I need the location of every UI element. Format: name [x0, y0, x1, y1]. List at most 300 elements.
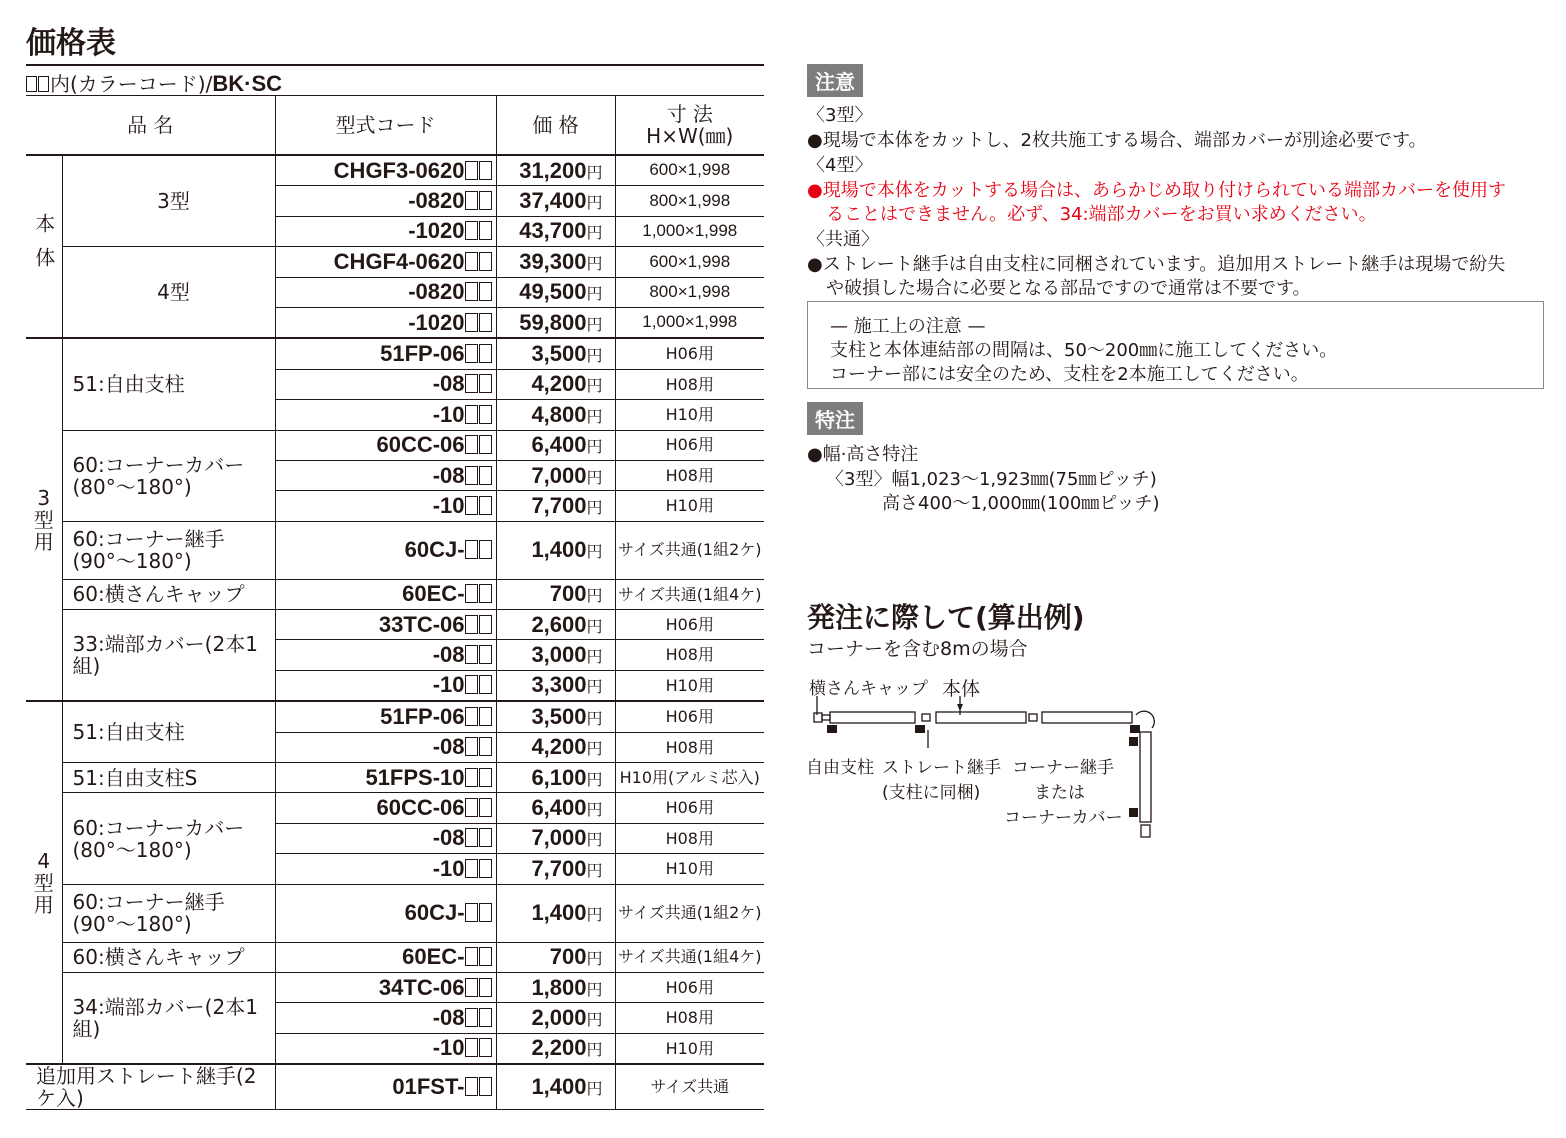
model-code — [275, 247, 496, 277]
price — [496, 216, 615, 246]
price-value: 31,200 — [519, 157, 587, 183]
table-row — [26, 521, 764, 579]
placeholder-box-icon — [26, 76, 37, 92]
label-straight: ストレート継手 — [882, 758, 1001, 778]
size: H06用 — [615, 793, 764, 823]
size: 800×1,998 — [615, 186, 764, 216]
price — [496, 338, 615, 369]
price-value: 3,500 — [531, 703, 587, 729]
post-icon — [827, 725, 837, 733]
price-value: 1,400 — [531, 1074, 587, 1100]
size: 1,000×1,998 — [615, 216, 764, 246]
color-code-box-icon — [465, 313, 478, 332]
label-straight-note: (支柱に同梱) — [882, 783, 981, 803]
model-code-text: 60EC- — [402, 944, 465, 970]
end-cap — [1141, 825, 1150, 837]
model-code-text: -0820 — [408, 279, 465, 305]
common-text-cont: や破損した場合に必要となる部品ですので通常は不要です。 — [826, 278, 1311, 299]
price-value: 6,100 — [531, 764, 587, 790]
product-name: 60:コーナーカバー(80°〜180°) — [62, 430, 275, 521]
group-label-char: 型 — [33, 870, 54, 895]
price — [496, 793, 615, 823]
color-code-box-icon — [465, 903, 478, 922]
size: H10用 — [615, 491, 764, 521]
yen-unit: 円 — [586, 1040, 603, 1060]
color-code-box-icon — [465, 1038, 478, 1057]
model-code-text: -10 — [432, 401, 465, 427]
special-title: ●幅·高さ特注 — [807, 444, 919, 465]
yen-unit: 円 — [586, 497, 603, 517]
notice-line: 支柱と本体連結部の間隔は、50〜200㎜に施工してください。 — [830, 340, 1338, 361]
color-code-box-icon — [465, 768, 478, 787]
price — [496, 579, 615, 609]
color-code-box-icon — [479, 313, 492, 332]
color-code-box-icon — [465, 737, 478, 756]
price — [496, 400, 615, 430]
product-name: 3型 — [62, 155, 275, 247]
notice-line: コーナー部には安全のため、支柱を2本施工してください。 — [830, 364, 1309, 385]
price — [496, 430, 615, 460]
model-code — [275, 186, 496, 216]
price-value: 3,500 — [531, 340, 587, 366]
size: H10用 — [615, 670, 764, 701]
price — [496, 155, 615, 186]
price-value: 1,400 — [531, 537, 587, 563]
model-code — [275, 307, 496, 338]
color-code-box-icon — [465, 947, 478, 966]
group-label — [26, 701, 62, 1064]
group-label-char: 型 — [33, 507, 54, 532]
price-value: 49,500 — [519, 279, 587, 305]
price — [496, 460, 615, 490]
price-table — [26, 95, 764, 1110]
size: H08用 — [615, 823, 764, 853]
product-name: 60:コーナーカバー(80°〜180°) — [62, 793, 275, 884]
model-code — [275, 640, 496, 670]
size: H06用 — [615, 701, 764, 732]
color-code-box-icon — [465, 540, 478, 559]
group-label-char: 4 — [37, 848, 51, 873]
label-cap: 横さんキャップ — [809, 679, 928, 699]
color-code-box-icon — [479, 435, 492, 454]
price — [496, 701, 615, 732]
construction-notice-box — [807, 301, 1544, 389]
color-code-box-icon — [479, 645, 492, 664]
size: 600×1,998 — [615, 155, 764, 186]
color-code-box-icon — [465, 435, 478, 454]
header-code: 型式コード — [275, 96, 496, 156]
yen-unit: 円 — [586, 586, 603, 606]
price — [496, 823, 615, 853]
caution-tag: 注意 — [807, 64, 863, 97]
model-code-text: -08 — [432, 734, 465, 760]
model-code — [275, 610, 496, 640]
price — [496, 732, 615, 762]
color-code-box-icon — [479, 466, 492, 485]
model-code-text: -10 — [432, 855, 465, 881]
size: サイズ共通(1組4ケ) — [615, 579, 764, 609]
model-code — [275, 972, 496, 1002]
model-code-text: -10 — [432, 492, 465, 518]
model-code — [275, 338, 496, 369]
model-code — [275, 942, 496, 972]
model-code-text: 01FST- — [392, 1074, 465, 1100]
yen-unit: 円 — [586, 467, 603, 487]
color-code-box-icon — [479, 405, 492, 424]
yen-unit: 円 — [586, 905, 603, 924]
model-code — [275, 884, 496, 942]
label-corner: コーナー継手 — [1012, 758, 1114, 778]
type3-label: 〈3型〉 — [807, 105, 873, 126]
color-code-box-icon — [465, 798, 478, 817]
table-row — [26, 763, 764, 793]
yen-unit: 円 — [586, 949, 603, 969]
price-value: 7,000 — [531, 825, 587, 851]
label-or: または — [1034, 783, 1085, 803]
product-name: 60:横さんキャップ — [62, 942, 275, 972]
size: H06用 — [615, 430, 764, 460]
label-body: 本体 — [942, 678, 981, 700]
product-name: 34:端部カバー(2本1組) — [62, 972, 275, 1064]
model-code — [275, 670, 496, 701]
color-code-box-icon — [479, 798, 492, 817]
label-corner-cover: コーナーカバー — [1004, 808, 1123, 828]
color-code-box-icon — [479, 615, 492, 634]
arrow-head — [957, 704, 963, 711]
product-name: 60:コーナー継手(90°〜180°) — [62, 521, 275, 579]
body-panel — [1042, 712, 1132, 723]
color-code-box-icon — [465, 615, 478, 634]
model-code — [275, 369, 496, 399]
color-code-box-icon — [479, 221, 492, 240]
yen-unit: 円 — [586, 979, 603, 999]
placeholder-box-icon — [38, 76, 49, 92]
yen-unit: 円 — [586, 616, 603, 636]
size: H10用 — [615, 400, 764, 430]
end-cap — [814, 713, 822, 722]
yen-unit: 円 — [586, 314, 603, 334]
table-row — [26, 972, 764, 1002]
color-code-box-icon — [465, 828, 478, 847]
price-value: 2,600 — [531, 611, 587, 637]
price-value: 7,700 — [531, 492, 587, 518]
model-code-text: -10 — [432, 1035, 465, 1061]
order-example-title: 発注に際して(算出例) — [807, 601, 1085, 634]
price-value: 39,300 — [519, 248, 587, 274]
header-price: 価 格 — [496, 96, 615, 156]
table-header — [26, 96, 764, 156]
yen-unit: 円 — [586, 162, 603, 182]
model-code — [275, 793, 496, 823]
price — [496, 670, 615, 701]
price — [496, 640, 615, 670]
price — [496, 1003, 615, 1033]
price-value: 59,800 — [519, 309, 587, 335]
price-value: 3,000 — [531, 642, 587, 668]
size: サイズ共通(1組2ケ) — [615, 884, 764, 942]
yen-unit: 円 — [586, 345, 603, 365]
common-label: 〈共通〉 — [807, 229, 879, 250]
group-label-char: 用 — [33, 892, 54, 917]
color-code-box-icon — [465, 1008, 478, 1027]
color-code-box-icon — [465, 344, 478, 363]
body-panel — [830, 712, 915, 723]
model-code-text: -08 — [432, 371, 465, 397]
body-panel-corner — [1140, 732, 1151, 822]
order-example-subtitle: コーナーを含む8mの場合 — [807, 638, 1028, 660]
color-code-box-icon — [479, 828, 492, 847]
post-icon — [915, 725, 925, 733]
group-label-char: 3 — [37, 485, 51, 510]
price-value: 6,400 — [531, 795, 587, 821]
straight-joint — [922, 714, 930, 721]
color-code-box-icon — [479, 374, 492, 393]
yen-unit: 円 — [586, 376, 603, 396]
price-value: 700 — [549, 944, 587, 970]
price — [496, 521, 615, 579]
color-code-box-icon — [479, 903, 492, 922]
color-code-box-icon — [465, 221, 478, 240]
price — [496, 854, 615, 884]
yen-unit: 円 — [586, 860, 603, 880]
price — [496, 491, 615, 521]
table-row — [26, 1064, 764, 1110]
product-name: 51:自由支柱 — [62, 701, 275, 762]
common-text: ●ストレート継手は自由支柱に同梱されています。追加用ストレート継手は現場で紛失 — [807, 254, 1506, 275]
model-code — [275, 854, 496, 884]
yen-unit: 円 — [586, 406, 603, 426]
table-row — [26, 610, 764, 640]
model-code-text: 60EC- — [402, 581, 465, 607]
color-code-box-icon — [479, 496, 492, 515]
post-icon — [1129, 808, 1138, 817]
model-code-text: CHGF3-0620 — [333, 157, 465, 183]
header-size-unit: H×W(㎜) — [646, 124, 734, 148]
product-name: 追加用ストレート継手(2ケ入) — [26, 1064, 275, 1110]
color-code-box-icon — [479, 282, 492, 301]
model-code-text: 51FPS-10 — [365, 764, 465, 790]
color-code-box-icon — [465, 252, 478, 271]
color-code-box-icon — [479, 252, 492, 271]
price — [496, 369, 615, 399]
type3-text: ●現場で本体をカットし、2枚共施工する場合、端部カバーが別途必要です。 — [807, 130, 1427, 151]
color-code-box-icon — [465, 978, 478, 997]
model-code-text: 34TC-06 — [378, 974, 465, 1000]
post-icon — [1129, 737, 1138, 746]
size: H08用 — [615, 460, 764, 490]
price — [496, 972, 615, 1002]
color-code-box-icon — [465, 1077, 478, 1096]
model-code-text: -10 — [432, 672, 465, 698]
model-code-text: -08 — [432, 1004, 465, 1030]
color-code-box-icon — [479, 675, 492, 694]
model-code — [275, 521, 496, 579]
model-code-text: 60CJ- — [404, 900, 465, 925]
size: 600×1,998 — [615, 247, 764, 277]
color-code-box-icon — [465, 859, 478, 878]
color-code-box-icon — [479, 161, 492, 180]
header-size — [615, 96, 764, 156]
color-code-box-icon — [465, 191, 478, 210]
color-code-box-icon — [479, 947, 492, 966]
model-code — [275, 216, 496, 246]
special-order-tag: 特注 — [807, 402, 863, 435]
title-rule — [26, 64, 764, 66]
notice-title: — 施工上の注意 — — [830, 316, 986, 337]
yen-unit: 円 — [586, 542, 603, 562]
table-row — [26, 338, 764, 369]
table-row — [26, 884, 764, 942]
price-value: 7,700 — [531, 855, 587, 881]
price — [496, 610, 615, 640]
color-code-box-icon — [479, 707, 492, 726]
model-code — [275, 1064, 496, 1110]
price-value: 700 — [549, 581, 587, 607]
straight-joint — [1029, 714, 1037, 721]
end-cap — [822, 715, 830, 720]
price-value: 6,400 — [531, 432, 587, 458]
model-code — [275, 823, 496, 853]
model-code-text: -08 — [432, 825, 465, 851]
size: H08用 — [615, 369, 764, 399]
color-code-box-icon — [479, 859, 492, 878]
color-code-box-icon — [479, 344, 492, 363]
model-code-text: 33TC-06 — [378, 611, 465, 637]
color-code-box-icon — [479, 540, 492, 559]
size: H10用 — [615, 854, 764, 884]
yen-unit: 円 — [586, 830, 603, 850]
model-code — [275, 1033, 496, 1064]
model-code — [275, 732, 496, 762]
yen-unit: 円 — [586, 253, 603, 273]
color-code-box-icon — [479, 191, 492, 210]
model-code-text: 51FP-06 — [380, 340, 465, 366]
product-name: 60:横さんキャップ — [62, 579, 275, 609]
product-name: 60:コーナー継手(90°〜180°) — [62, 884, 275, 942]
model-code — [275, 579, 496, 609]
price — [496, 884, 615, 942]
price-value: 2,200 — [531, 1035, 587, 1061]
product-name: 51:自由支柱S — [62, 763, 275, 793]
type4-text: ●現場で本体をカットする場合は、あらかじめ取り付けられている端部カバーを使用す — [807, 180, 1506, 201]
group-label: 本体 — [26, 155, 62, 338]
yen-unit: 円 — [586, 708, 603, 728]
price-value: 1,400 — [531, 900, 587, 925]
model-code-text: 51FP-06 — [380, 703, 465, 729]
product-name: 4型 — [62, 247, 275, 339]
size: H08用 — [615, 640, 764, 670]
price-value: 4,200 — [531, 371, 587, 397]
size: H06用 — [615, 338, 764, 369]
yen-unit: 円 — [586, 437, 603, 457]
color-code-box-icon — [465, 161, 478, 180]
color-code-box-icon — [465, 374, 478, 393]
price — [496, 942, 615, 972]
yen-unit: 円 — [586, 192, 603, 212]
table-row — [26, 579, 764, 609]
model-code-text: -1020 — [408, 218, 465, 244]
color-code-box-icon — [465, 645, 478, 664]
header-size-label: 寸 法 — [666, 102, 713, 126]
price — [496, 1064, 615, 1110]
group-label — [26, 338, 62, 701]
special-line: 高さ400〜1,000㎜(100㎜ピッチ) — [882, 493, 1160, 514]
color-code-box-icon — [465, 584, 478, 603]
color-code-box-icon — [465, 282, 478, 301]
price-value: 43,700 — [519, 218, 587, 244]
color-code-box-icon — [465, 675, 478, 694]
size: サイズ共通(1組4ケ) — [615, 942, 764, 972]
label-post: 自由支柱 — [806, 758, 874, 778]
color-code-box-icon — [479, 737, 492, 756]
yen-unit: 円 — [586, 223, 603, 243]
size: H06用 — [615, 610, 764, 640]
table-row — [26, 793, 764, 823]
size: H08用 — [615, 732, 764, 762]
yen-unit: 円 — [586, 647, 603, 667]
price-value: 2,000 — [531, 1004, 587, 1030]
price — [496, 247, 615, 277]
price — [496, 1033, 615, 1064]
body-panel — [936, 712, 1026, 723]
color-code-box-icon — [479, 768, 492, 787]
model-code — [275, 460, 496, 490]
model-code-text: -0820 — [408, 187, 465, 213]
price-value: 1,800 — [531, 974, 587, 1000]
price-value: 3,300 — [531, 672, 587, 698]
product-name: 51:自由支柱 — [62, 338, 275, 430]
color-code-box-icon — [479, 1008, 492, 1027]
price-value: 7,000 — [531, 462, 587, 488]
color-code-box-icon — [479, 1077, 492, 1096]
size: H08用 — [615, 1003, 764, 1033]
page-title: 価格表 — [26, 26, 116, 61]
price — [496, 307, 615, 338]
color-code-box-icon — [465, 496, 478, 515]
size: H06用 — [615, 972, 764, 1002]
color-code-note — [26, 68, 282, 97]
price — [496, 763, 615, 793]
model-code — [275, 277, 496, 307]
yen-unit: 円 — [586, 739, 603, 759]
table-row — [26, 942, 764, 972]
yen-unit: 円 — [586, 769, 603, 789]
color-code-prefix: 内(カラーコード)/ — [50, 72, 213, 96]
color-code-box-icon — [465, 405, 478, 424]
table-row — [26, 247, 764, 277]
header-name: 品 名 — [26, 96, 275, 156]
table-row — [26, 701, 764, 732]
size: 800×1,998 — [615, 277, 764, 307]
model-code-text: 60CC-06 — [376, 795, 465, 821]
size: H10用 — [615, 1033, 764, 1064]
price-value: 4,800 — [531, 401, 587, 427]
product-name: 33:端部カバー(2本1組) — [62, 610, 275, 702]
size: 1,000×1,998 — [615, 307, 764, 338]
model-code — [275, 400, 496, 430]
yen-unit: 円 — [586, 800, 603, 820]
color-code-box-icon — [465, 707, 478, 726]
special-line: 〈3型〉幅1,023〜1,923㎜(75㎜ピッチ) — [826, 469, 1157, 490]
group-label-char: 用 — [33, 529, 54, 554]
model-code-text: 60CC-06 — [376, 432, 465, 458]
model-code — [275, 701, 496, 732]
model-code — [275, 155, 496, 186]
type4-label: 〈4型〉 — [807, 155, 873, 176]
yen-unit: 円 — [586, 284, 603, 304]
color-code-box-icon — [479, 978, 492, 997]
model-code-text: -1020 — [408, 309, 465, 335]
